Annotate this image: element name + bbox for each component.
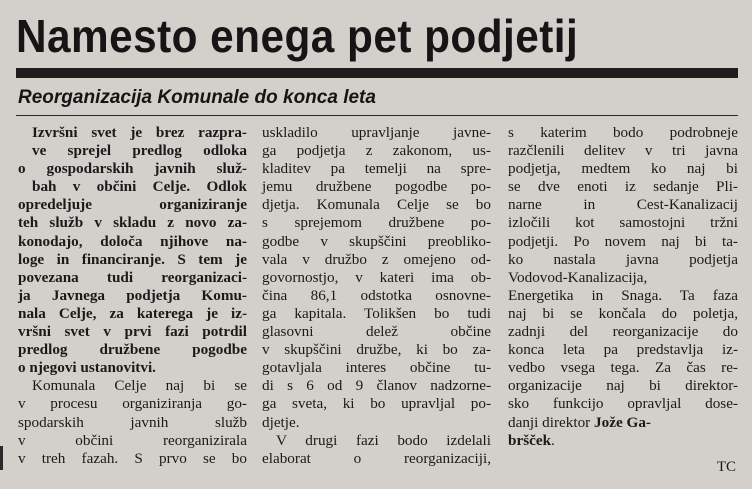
text-line: ja Javnega podjetja Komu-	[18, 286, 247, 304]
article-column-1	[18, 124, 247, 468]
text-line: bah v občini Celje. Odlok	[32, 178, 247, 196]
subheadline-rule	[16, 115, 738, 116]
sentence-end: .	[551, 431, 555, 449]
text-line: v procesu organiziranja go-	[18, 395, 247, 413]
text-line: povezana tudi reorganizaci-	[18, 268, 247, 286]
page-edge-mark	[0, 446, 3, 470]
text-line: o gospodarskih javnih služ-	[18, 160, 247, 178]
text-line: ga podjetja z zakonom, us-	[262, 142, 491, 160]
text-line: podjetja, medtem ko naj bi	[508, 160, 738, 178]
text-line: čina 86,1 odstotka osnovne-	[262, 286, 491, 304]
text-line: konca leta pa predstavlja iz-	[508, 341, 738, 359]
text-line: izločili kot samostojni tržni	[508, 214, 738, 232]
text-line: glasovni delež občine	[262, 323, 491, 341]
text-line: Komunala Celje naj bi se	[32, 377, 247, 395]
text-line: govornostjo, v kateri ima ob-	[262, 268, 491, 286]
text-line: organizacije naj bi direktor-	[508, 377, 738, 395]
headline-rule	[16, 68, 738, 78]
headline: Namesto enega pet podjetij	[16, 10, 579, 62]
text-line: narne in Cest-Kanalizacij	[508, 196, 738, 214]
text-line: djetje.	[262, 413, 300, 431]
text-line: Vodovod-Kanalizacija,	[508, 268, 648, 286]
text-line: v skupščini družbe, ki bo za-	[262, 341, 491, 359]
text-line: ga sveta, ki bo upravljal po-	[262, 395, 491, 413]
text-line: sko funkcijo opravljal dose-	[508, 395, 738, 413]
text-line: uskladilo upravljanje javne-	[262, 124, 491, 141]
text-line: opredeljuje organiziranje	[18, 196, 247, 214]
text-line: ko nastala javna podjetja	[508, 250, 738, 268]
text-line: v občini reorganizirala	[18, 431, 247, 449]
text-line: se dve enoti iz sedanje Pli-	[508, 178, 738, 196]
text-line: vala v družbo z omejeno od-	[262, 250, 491, 268]
text-line: elaborat o reorganizaciji,	[262, 449, 491, 467]
text-line: s katerim bodo podrobneje	[508, 124, 738, 141]
article-column-2	[262, 124, 491, 468]
text-line: s sprejemom družbene po-	[262, 214, 491, 232]
text-line: djetja. Komunala Celje se bo	[262, 196, 491, 214]
text-line: o njegovi ustanovitvi.	[18, 359, 156, 377]
director-title: danji direktor	[508, 413, 591, 431]
text-line: predlog družbene pogodbe	[18, 341, 247, 359]
text-line: vedbo vsega tega. Za čas re-	[508, 359, 738, 377]
text-line: jemu družbene pogodbe po-	[262, 178, 491, 196]
subheadline: Reorganizacija Komunale do konca leta	[18, 87, 376, 108]
text-line: loge in financiranje. S tem je	[18, 250, 247, 268]
director-name-part-1: Jože Ga-	[594, 413, 651, 431]
text-line: vršni svet v prvi fazi potrdil	[18, 323, 247, 341]
text-line: naj bi se končala do poletja,	[508, 304, 738, 322]
text-line: teh služb v skladu z novo za-	[18, 214, 247, 232]
text-line: nala Celje, za katerega je iz-	[18, 304, 247, 322]
text-line: podjetji. Po novem naj bi ta-	[508, 232, 738, 250]
text-line: godbe v skupščini preobliko-	[262, 232, 491, 250]
text-line: razčlenili delitev v tri javna	[508, 142, 738, 160]
text-line: ve sprejel predlog odloka	[32, 142, 247, 160]
text-line: Izvršni svet je brez razpra-	[32, 124, 247, 141]
author-initials: TC	[716, 459, 736, 475]
text-line: ga kapitala. Tolikšen bo tudi	[262, 304, 491, 322]
text-line-director	[508, 414, 738, 432]
director-name-part-2: bršček	[508, 431, 552, 449]
text-line: v treh fazah. S prvo se bo	[18, 449, 247, 467]
text-line: kladitev pa temelji na spre-	[262, 160, 491, 178]
text-line: zadnji del reorganizacije do	[508, 323, 738, 341]
text-line: gotavljala interes občine tu-	[262, 359, 491, 377]
text-line: V drugi fazi bodo izdelali	[276, 431, 491, 449]
text-line: konodajo, določa njihove na-	[18, 232, 247, 250]
text-line: di s 6 od 9 članov nadzorne-	[262, 377, 491, 395]
article-column-3	[508, 124, 738, 450]
text-line	[508, 432, 738, 450]
text-line: Energetika in Snaga. Ta faza	[508, 286, 738, 304]
text-line: spodarskih javnih služb	[18, 413, 247, 431]
